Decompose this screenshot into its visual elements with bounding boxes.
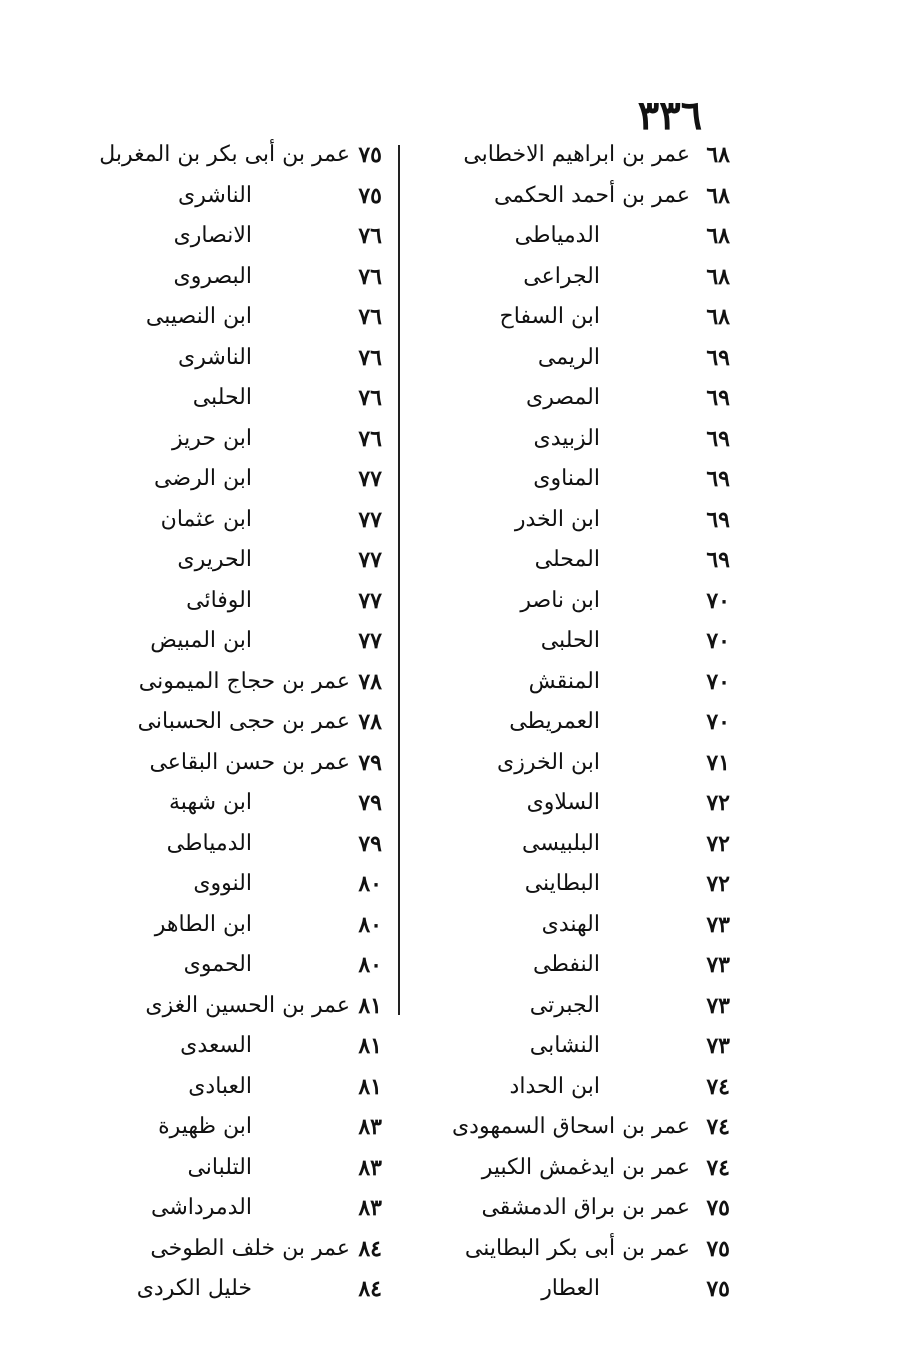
entry-page-number: ٦٩ <box>706 506 730 533</box>
entry-nisba: العبادى <box>188 1073 252 1099</box>
entry-page-number: ٧٨ <box>358 709 382 735</box>
index-entry <box>440 1191 730 1225</box>
entry-page-number: ٧١ <box>706 749 730 776</box>
entry-page-number: ٧٦ <box>358 425 382 452</box>
index-entry <box>440 827 730 861</box>
index-entry <box>440 179 730 213</box>
entry-page-number: ٧٩ <box>358 830 382 857</box>
entry-page-number: ٧٧ <box>358 587 382 614</box>
index-entry <box>120 989 382 1023</box>
index-entry <box>120 624 382 658</box>
entry-full-name: عمر بن خلف الطوخى <box>150 1235 350 1261</box>
index-entry <box>440 1272 730 1306</box>
index-entry <box>440 665 730 699</box>
page-number: ٣٣٦ <box>637 92 703 139</box>
entry-nisba: الحريرى <box>177 547 252 572</box>
entry-nisba: المناوى <box>533 466 600 491</box>
entry-nisba: التلبانى <box>187 1154 252 1180</box>
entry-nisba: الناشرى <box>178 182 252 208</box>
index-entry <box>120 462 382 496</box>
index-entry <box>120 1232 382 1266</box>
entry-page-number: ٨٣ <box>358 1154 382 1181</box>
entry-page-number: ٧٠ <box>706 709 730 735</box>
index-entry <box>440 584 730 618</box>
index-entry <box>440 1110 730 1144</box>
entry-nisba: ابن ناصر <box>520 587 600 613</box>
index-entry <box>120 543 382 577</box>
entry-nisba: العمريطى <box>509 709 600 734</box>
entry-page-number: ٧٧ <box>358 547 382 573</box>
index-entry <box>120 1151 382 1185</box>
entry-page-number: ٧٧ <box>358 628 382 654</box>
entry-page-number: ٧٢ <box>706 830 730 857</box>
entry-nisba: الزبيدى <box>533 425 600 451</box>
entry-nisba: الجبرتى <box>529 992 600 1018</box>
entry-page-number: ٧٣ <box>706 1033 730 1059</box>
index-column-right <box>440 138 730 1318</box>
entry-nisba: الهندى <box>541 911 600 937</box>
index-entry <box>120 1191 382 1225</box>
entry-nisba: ابن الرضى <box>154 466 252 491</box>
entry-page-number: ٧٨ <box>358 668 382 695</box>
entry-page-number: ٨١ <box>358 992 382 1019</box>
index-entry <box>120 1070 382 1104</box>
index-entry <box>440 503 730 537</box>
entry-nisba: الوفائى <box>186 587 252 613</box>
index-entry <box>120 705 382 739</box>
entry-page-number: ٧٧ <box>358 466 382 492</box>
entry-nisba: النووى <box>193 871 252 896</box>
entry-nisba: خليل الكردى <box>136 1276 252 1301</box>
index-entry <box>440 341 730 375</box>
entry-full-name: عمر بن الحسين الغزى <box>145 992 350 1018</box>
entry-page-number: ٨١ <box>358 1033 382 1059</box>
entry-nisba: ابن الحداد <box>509 1073 600 1099</box>
entry-full-name: عمر بن اسحاق السمهودى <box>451 1114 690 1139</box>
entry-page-number: ٦٩ <box>706 547 730 573</box>
entry-page-number: ٧٥ <box>706 1235 730 1262</box>
entry-page-number: ٧٥ <box>706 1276 730 1302</box>
entry-nisba: الدمرداشى <box>151 1195 252 1220</box>
entry-nisba: الدمياطى <box>166 830 252 856</box>
entry-full-name: عمر بن حجى الحسبانى <box>137 709 350 734</box>
entry-nisba: ابن ظهيرة <box>158 1114 252 1139</box>
index-entry <box>120 908 382 942</box>
index-entry <box>120 381 382 415</box>
entry-nisba: البطاينى <box>524 871 600 896</box>
entry-page-number: ٨٣ <box>358 1114 382 1140</box>
entry-page-number: ٦٨ <box>706 182 730 209</box>
index-entry <box>120 746 382 780</box>
entry-page-number: ٧٧ <box>358 506 382 533</box>
entry-page-number: ٧٤ <box>706 1114 730 1140</box>
entry-nisba: الانصارى <box>173 223 252 248</box>
index-entry <box>120 300 382 334</box>
entry-page-number: ٨٠ <box>358 871 382 897</box>
entry-nisba: الجراعى <box>523 263 600 289</box>
entry-nisba: المحلى <box>534 547 600 572</box>
index-entry <box>120 1272 382 1306</box>
entry-page-number: ٧٦ <box>358 385 382 411</box>
entry-nisba: الريمى <box>537 344 600 370</box>
entry-nisba: المنقش <box>528 668 600 694</box>
entry-page-number: ٧٠ <box>706 628 730 654</box>
entry-page-number: ٦٩ <box>706 425 730 452</box>
entry-page-number: ٧٩ <box>358 790 382 816</box>
index-entry <box>120 665 382 699</box>
index-entry <box>440 381 730 415</box>
index-entry <box>440 1070 730 1104</box>
entry-page-number: ٨٣ <box>358 1195 382 1221</box>
entry-nisba: ابن المبيض <box>150 628 252 653</box>
index-entry <box>440 1232 730 1266</box>
index-entry <box>440 260 730 294</box>
index-entry <box>120 219 382 253</box>
entry-page-number: ٦٨ <box>706 304 730 330</box>
entry-full-name: عمر بن حجاج الميمونى <box>138 668 350 694</box>
entry-page-number: ٧٢ <box>706 871 730 897</box>
index-entry <box>120 786 382 820</box>
index-entry <box>99 138 382 172</box>
entry-page-number: ٨٤ <box>358 1235 382 1262</box>
entry-full-name: عمر بن أحمد الحكمى <box>493 182 690 208</box>
entry-nisba: ابن الطاهر <box>154 911 252 937</box>
entry-full-name: عمر بن ابراهيم الاخطابى <box>463 142 690 167</box>
entry-page-number: ٧٣ <box>706 952 730 978</box>
entry-nisba: السلاوى <box>526 790 600 815</box>
entry-page-number: ٦٩ <box>706 385 730 411</box>
entry-nisba: الدمياطى <box>514 223 600 248</box>
entry-nisba: ابن الخرزى <box>497 749 600 775</box>
index-entry <box>120 260 382 294</box>
entry-page-number: ٧٣ <box>706 911 730 938</box>
entry-nisba: ابن السفاح <box>499 304 600 329</box>
entry-page-number: ٧٤ <box>706 1154 730 1181</box>
entry-page-number: ٧٦ <box>358 344 382 371</box>
index-entry <box>440 948 730 982</box>
entry-page-number: ٦٩ <box>706 466 730 492</box>
index-entry <box>120 1110 382 1144</box>
entry-page-number: ٧٠ <box>706 668 730 695</box>
entry-page-number: ٧٦ <box>358 223 382 249</box>
index-entry <box>440 705 730 739</box>
index-entry <box>440 300 730 334</box>
entry-nisba: الحلبى <box>192 385 252 410</box>
index-entry <box>120 341 382 375</box>
entry-nisba: النفطى <box>533 952 600 977</box>
entry-page-number: ٨٠ <box>358 911 382 938</box>
entry-full-name: عمر بن براق الدمشقى <box>481 1195 690 1220</box>
index-entry <box>440 219 730 253</box>
entry-page-number: ٨٤ <box>358 1276 382 1302</box>
index-column-left <box>99 138 382 1318</box>
entry-page-number: ٦٩ <box>706 344 730 371</box>
entry-nisba: الحموى <box>183 952 252 977</box>
entry-page-number: ٧٦ <box>358 304 382 330</box>
index-entry <box>120 948 382 982</box>
entry-nisba: الحلبى <box>540 628 600 653</box>
index-entry <box>120 503 382 537</box>
entry-nisba: ابن عثمان <box>160 506 252 532</box>
index-entry <box>440 422 730 456</box>
entry-page-number: ٨٠ <box>358 952 382 978</box>
entry-nisba: ابن النصيبى <box>145 304 252 329</box>
index-entry <box>120 422 382 456</box>
entry-page-number: ٧٩ <box>358 749 382 776</box>
index-entry <box>120 827 382 861</box>
entry-page-number: ٧٦ <box>358 263 382 290</box>
entry-page-number: ٦٨ <box>706 263 730 290</box>
entry-page-number: ٦٨ <box>706 223 730 249</box>
index-entry <box>440 543 730 577</box>
entry-full-name: عمر بن أبى بكر بن المغربل <box>99 142 350 167</box>
index-entry <box>120 867 382 901</box>
entry-nisba: ابن حريز <box>172 425 252 451</box>
index-entry <box>120 584 382 618</box>
entry-page-number: ٦٨ <box>706 142 730 168</box>
entry-page-number: ٧٥ <box>358 142 382 168</box>
index-entry <box>440 908 730 942</box>
entry-page-number: ٧٣ <box>706 992 730 1019</box>
entry-full-name: عمر بن حسن البقاعى <box>149 749 350 775</box>
entry-nisba: ابن شهبة <box>169 790 252 815</box>
index-entry <box>440 989 730 1023</box>
entry-page-number: ٧٥ <box>358 182 382 209</box>
entry-nisba: ابن الخدر <box>514 506 600 532</box>
entry-page-number: ٧٠ <box>706 587 730 614</box>
index-entry <box>440 1151 730 1185</box>
index-entry <box>440 867 730 901</box>
entry-page-number: ٧٢ <box>706 790 730 816</box>
index-entry <box>440 786 730 820</box>
entry-page-number: ٧٤ <box>706 1073 730 1100</box>
entry-nisba: المصرى <box>526 385 600 410</box>
index-entry <box>440 462 730 496</box>
entry-page-number: ٧٥ <box>706 1195 730 1221</box>
index-entry <box>440 624 730 658</box>
index-entry <box>440 138 730 172</box>
index-entry <box>120 1029 382 1063</box>
index-entry <box>120 179 382 213</box>
index-entry <box>440 1029 730 1063</box>
entry-nisba: العطار <box>541 1276 600 1301</box>
entry-nisba: الناشرى <box>178 344 252 370</box>
entry-full-name: عمر بن ايدغمش الكبير <box>481 1154 690 1180</box>
entry-page-number: ٨١ <box>358 1073 382 1100</box>
entry-nisba: البلبيسى <box>522 830 600 856</box>
entry-nisba: السعدى <box>180 1033 252 1058</box>
index-entry <box>440 746 730 780</box>
entry-nisba: البصروى <box>173 263 252 289</box>
column-divider <box>398 145 400 1015</box>
entry-nisba: النشابى <box>529 1033 600 1058</box>
entry-full-name: عمر بن أبى بكر البطاينى <box>464 1235 690 1261</box>
